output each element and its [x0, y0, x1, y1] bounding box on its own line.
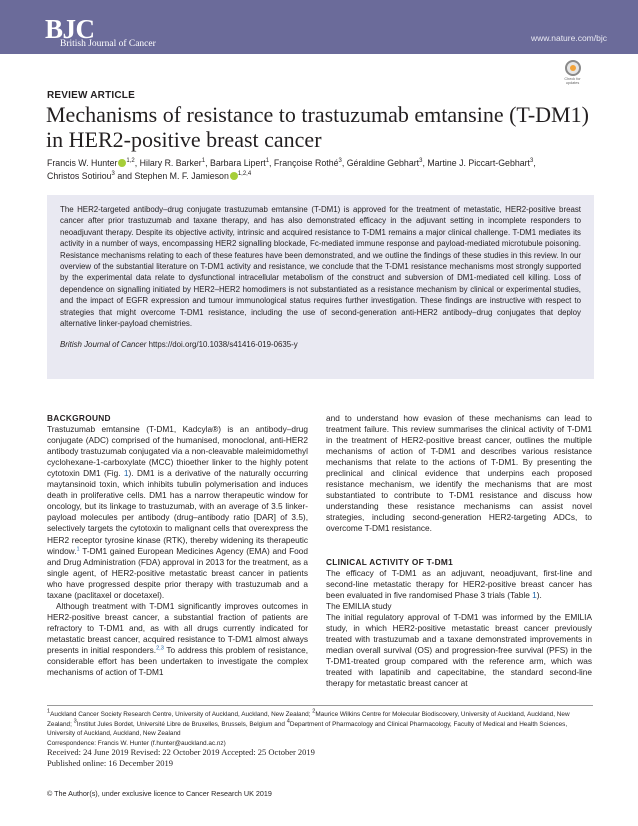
author-name[interactable]: Stephen M. F. Jamieson [134, 171, 229, 181]
affiliation-text [47, 710, 593, 739]
paragraph [47, 601, 308, 678]
affiliation-text-part: Department of Pharmacology and Clinical Pharmacology, Faculty of Medical and Health Sciences, University of Auckland, Auckland, New Zealand [47, 720, 568, 738]
affiliation-sup: 1 [47, 708, 51, 715]
paragraph: and to understand how evasion of these mechanisms can lead to treatment failure. This review summarises the clinical activity of T-DM1 in the treatment of HER2-positive breast cancer, outlines the multiple mechanisms of action of T-DM1 and describes various resistance mechanisms that relate to the actions of T-DM1. By presenting the preclinical and clinical evidence that underpins each proposed resistance mechanism, we identify the mechanisms that are most substantiated to contribute to T-DM1 resistance and discuss how understanding these resistance mechanisms can assist novel strategies, including second-generation HER2-targeting ADCs, to overcome T-DM1 resistance. [326, 413, 592, 534]
copyright-notice: © The Author(s), under exclusive licence to Cancer Research UK 2019 [47, 789, 272, 798]
journal-banner [0, 0, 638, 54]
journal-name: British Journal of Cancer [60, 39, 156, 49]
author-affiliation-sup: 3 [111, 171, 115, 177]
footnote-divider [47, 705, 593, 706]
author-affiliation-sup: 3 [530, 158, 534, 164]
paragraph-text: Although treatment with T-DM1 significantly improves outcomes in HER2-positive breast cancer, a substantial fraction of patients are refractory to T-DM1 and, as with all drugs currently indicated for metastatic breast cancer, acquired resistance to T-DM1 almost always presents in initial responders. [47, 600, 308, 655]
published-online: Published online: 16 December 2019 [47, 758, 174, 768]
paragraph-text: To address this problem of resistance, considerable effort has been undertaken to investigate the complex mechanisms of action of T-DM1 [47, 644, 308, 678]
publication-dates [47, 747, 593, 769]
affiliation-text-part: Institut Jules Bordet, Université Libre de Bruxelles, Brussels, Belgium and [76, 720, 287, 728]
citation-reference-link[interactable]: 1 [76, 546, 80, 553]
author-list [47, 157, 603, 183]
subsection-heading-emilia: The EMILIA study [326, 600, 392, 611]
paragraph [326, 568, 592, 601]
spacer [326, 546, 592, 557]
section-heading-background: BACKGROUND [47, 413, 111, 423]
table-reference-link[interactable]: 1 [532, 589, 537, 600]
spacer [326, 535, 592, 546]
paragraph: The initial regulatory approval of T-DM1 was informed by the EMILIA study, in which HER2-positive metastatic breast cancer previously treated with trastuzumab and a taxane demonstrated improvements in median overall survival (OS) and progression-free survival (PFS) in the T-DM1-treated group compared with the reference arm, which was treated with lapatinib and capecitabine, the standard second-line therapy for metastatic breast cancer at [326, 611, 592, 689]
paragraph-text: Trastuzumab emtansine (T-DM1, Kadcyla®) is an antibody–drug conjugate (ADC) comprised of the humanised, monoclonal, anti-HER2 antibody trastuzumab conjugated via a non-cleavable maleimidomethyl cyclohexane-1-carboxylate (MCC) thioether linker to the highly potent cytotoxin DM1 (Fig. [47, 424, 308, 479]
affiliations [47, 710, 593, 748]
body-column-left [47, 413, 308, 678]
author-name[interactable]: Francis W. Hunter [47, 158, 118, 168]
affiliation-sup: 2 [312, 708, 316, 715]
check-for-updates-label: Check for updates [564, 77, 581, 86]
author-affiliation-sup: 3 [338, 158, 342, 164]
paragraph-text: ). [536, 589, 542, 600]
citation-reference-link[interactable]: 2,3 [156, 645, 164, 652]
journal-url-link[interactable]: www.nature.com/bjc [530, 33, 607, 43]
author-name[interactable]: , Hilary R. Barker [134, 158, 202, 168]
author-name[interactable]: , Françoise Rothé [269, 158, 339, 168]
author-separator: , [533, 158, 536, 168]
author-name[interactable]: , Martine J. Piccart-Gebhart [422, 158, 530, 168]
author-name[interactable]: , Barbara Lipert [205, 158, 266, 168]
figure-reference-link[interactable]: 1 [123, 468, 129, 479]
article-title: Mechanisms of resistance to trastuzumab emtansine (T-DM1) in HER2-positive breast cancer [46, 102, 589, 152]
paragraph-text: The efficacy of T-DM1 as an adjuvant, neoadjuvant, first-line and second-line metastatic therapy for HER2-positive breast cancer has been evaluated in five randomised Phase 3 trials (Table [326, 567, 592, 600]
abstract-box [47, 195, 594, 379]
abstract-text: The HER2-targeted antibody–drug conjugate trastuzumab emtansine (T-DM1) is approved for the treatment of metastatic, HER2-positive breast cancer after prior trastuzumab and taxane therapy, and has also demonstrated efficacy in the adjuvant setting in incomplete responders to neoadjuvant therapy. Despite its objective activity, intrinsic and acquired resistance to T-DM1 remains a major clinical challenge. T-DM1 mediates its activity in a number of ways, encompassing HER2 signalling blockade, Fc-mediated immune response and payload-mediated microtubule poisoning. Resistance mechanisms relating to each of these features have been demonstrated, and we outline the findings of these studies in this review. In our overview of the substantial literature on T-DM1 activity and resistance, we conclude that the T-DM1 resistance mechanisms most strongly supported by the experimental data relate to dysfunctional intracellular metabolism of the construct and subversion of DM1-mediated cell killing. Loss of dependence on signalling initiated by HER2–HER2 homodimers is not substantiated as a resistance mechanism by clinical or experimental studies, and the impact of EGFR expression and tumour immunological status requires further investigation. These findings are instructive with respect to strategies that might overcome T-DM1 resistance, including the use of second-generation anti-HER2 antibody–drug conjugates that deploy alternative linker-payload chemistries. [60, 205, 581, 329]
author-affiliation-sup: 1 [265, 158, 270, 164]
affiliation-text-part: Auckland Cancer Society Research Centre, University of Auckland, Auckland, New Zealand; [50, 711, 313, 718]
author-line-2 [47, 170, 603, 183]
affiliation-sup: 3 [73, 718, 77, 725]
section-heading-clinical-activity: CLINICAL ACTIVITY OF T-DM1 [326, 556, 454, 567]
author-name[interactable]: Christos Sotiriou [47, 171, 112, 181]
check-for-updates-icon [565, 60, 581, 76]
affiliation-sup: 4 [286, 718, 290, 725]
doi-link[interactable]: https://doi.org/10.1038/s41416-019-0635-y [146, 340, 298, 350]
author-conjunction: and [114, 171, 135, 181]
paragraph-text: T-DM1 gained European Medicines Agency (EMA) and Food and Drug Administration (FDA) approval in 2013 for the treatment, as a single agent, of HER2-positive metastatic breast cancer in patients who have progressed despite prior therapy with trastuzumab and a taxane (paclitaxel or docetaxel). [47, 545, 308, 600]
author-name[interactable]: , Géraldine Gebhart [341, 158, 420, 168]
citation-journal: British Journal of Cancer [60, 340, 147, 350]
affiliation-text-part: Maurice Wilkins Centre for Molecular Biodiscovery, University of Auckland, Auckland, New Zealand; [47, 711, 570, 728]
paragraph [47, 424, 308, 601]
article-type-label: REVIEW ARTICLE [47, 90, 135, 101]
journal-logo: BJC [45, 14, 95, 44]
correspondence: Correspondence: Francis W. Hunter (f.hunter@auckland.ac.nz) [47, 739, 226, 747]
body-column-right [326, 413, 592, 689]
paragraph-text: ). DM1 is a derivative of the naturally occurring maytansinoid toxin, which inhibits tubulin polymerisation and induces death in proliferative cells. DM1 has a narrow therapeutic window for oncology, but its linkage to trastuzumab, with an average of 3.5 linker-payload molecules per antibody (drug–antibody ratio [DAR] of 3.5), selectively targets the cytotoxin to malignant cells that overexpress the HER2 receptor tyrosine kinase (RTK), thereby widening its therapeutic window. [47, 468, 308, 556]
check-for-updates-badge[interactable] [560, 60, 585, 90]
orcid-icon[interactable] [230, 172, 238, 180]
author-line-1 [47, 157, 603, 170]
citation-line [60, 339, 581, 350]
author-affiliation-sup: 1,2,4 [237, 171, 252, 177]
received-revised-accepted: Received: 24 June 2019 Revised: 22 October 2019 Accepted: 25 October 2019 [47, 747, 315, 757]
author-affiliation-sup: 3 [419, 158, 423, 164]
author-affiliation-sup: 1 [201, 158, 206, 164]
author-affiliation-sup: 1,2 [126, 158, 135, 164]
